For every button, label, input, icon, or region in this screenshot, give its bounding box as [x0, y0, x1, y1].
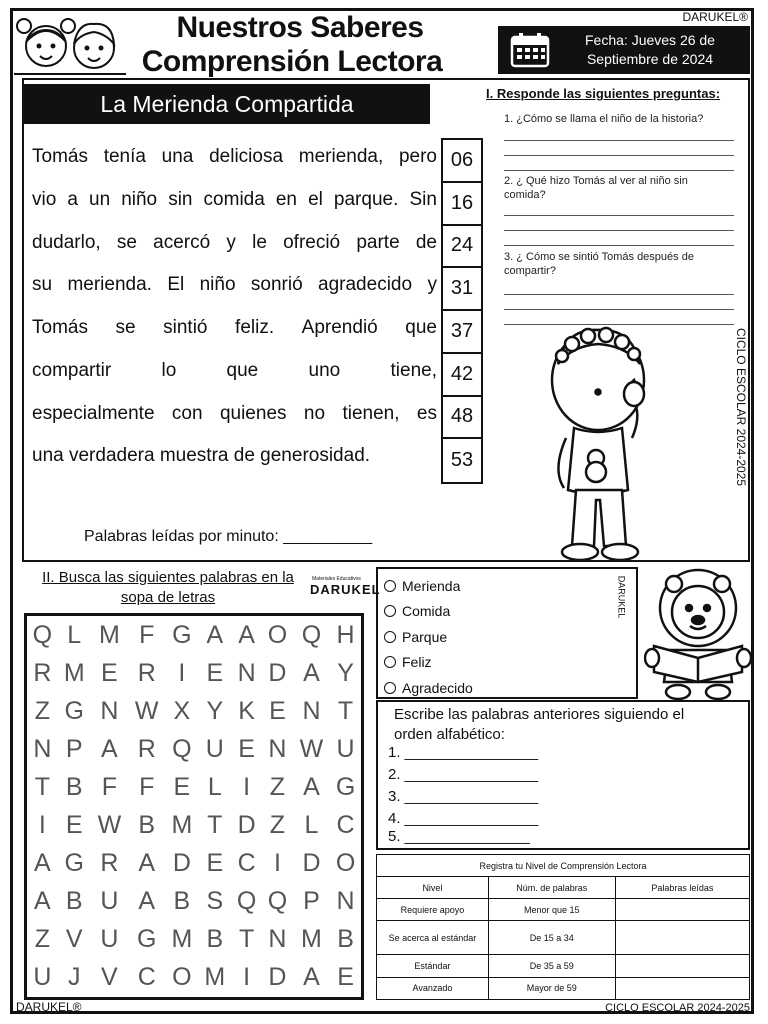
story-word: deliciosa — [209, 146, 284, 167]
side-brand-label: DARUKEL — [616, 575, 627, 619]
story-word: en — [275, 188, 297, 210]
grid-letter[interactable]: C — [237, 849, 256, 878]
story-word: comida — [203, 188, 265, 210]
grid-letter[interactable]: A — [138, 849, 156, 878]
story-word: quienes — [219, 402, 287, 424]
story-word: es — [416, 402, 437, 424]
story-word: agradecido — [318, 274, 413, 296]
story-word: pero — [398, 146, 437, 167]
table-header: Nivel — [377, 877, 489, 899]
story-word: ofreció — [283, 231, 341, 253]
table-title: Registra tu Nivel de Comprensión Lectora — [377, 855, 750, 877]
word-count: 37 — [443, 311, 481, 354]
grid-letter[interactable]: O — [267, 620, 288, 649]
story-line — [32, 273, 437, 297]
grid-row — [27, 845, 361, 883]
grid-letter[interactable]: L — [304, 811, 319, 840]
story-word: su — [32, 274, 53, 296]
answer-line[interactable] — [504, 170, 734, 171]
alphabetical-answer-2[interactable]: 2. ________________ — [388, 766, 539, 783]
grid-letter[interactable]: A — [238, 620, 255, 649]
grid-letter[interactable]: U — [100, 925, 119, 954]
story-word: se — [115, 317, 136, 338]
grid-letter[interactable]: G — [172, 620, 192, 649]
story-word: acercó — [153, 231, 211, 253]
side-cycle-label: CICLO ESCOLAR 2024-2025 — [734, 327, 748, 487]
story-word: verdadera — [68, 445, 160, 467]
grid-letter[interactable]: U — [33, 963, 52, 992]
grid-letter[interactable]: E — [101, 658, 118, 687]
grid-letter[interactable]: Q — [32, 620, 53, 649]
story-word: a — [67, 188, 78, 210]
alphabetical-title: Escribe las palabras anteriores siguiendo el orden alfabético: — [394, 706, 685, 743]
question-3: 3. ¿ Cómo se sintió Tomás después de compartir? — [504, 251, 694, 277]
grid-letter[interactable]: B — [65, 772, 83, 801]
grid-letter[interactable]: R — [100, 849, 119, 878]
grid-row — [27, 768, 361, 806]
grid-letter[interactable]: A — [34, 887, 51, 916]
wordsearch-title: II. Busca las siguientes palabras en la sopa de letras — [42, 569, 294, 606]
grid-letter[interactable]: Q — [172, 734, 192, 763]
grid-letter[interactable]: Z — [34, 696, 51, 725]
grid-letter[interactable]: O — [172, 963, 192, 992]
story-word: merienda. — [67, 274, 152, 296]
grid-letter[interactable]: R — [33, 658, 52, 687]
grid-letter[interactable]: M — [204, 963, 226, 992]
grid-letter[interactable]: R — [137, 658, 156, 687]
grid-letter[interactable]: R — [137, 734, 156, 763]
grid-letter[interactable]: N — [33, 734, 52, 763]
checkbox-circle-icon[interactable] — [384, 580, 396, 592]
grid-letter[interactable]: D — [268, 963, 287, 992]
story-word: niño — [121, 188, 158, 210]
word-count-column — [441, 138, 483, 484]
story-word: compartir — [32, 359, 112, 381]
grid-letter[interactable]: W — [134, 696, 159, 725]
story-word: lo — [161, 359, 177, 381]
grid-letter[interactable]: N — [336, 887, 355, 916]
story-word: y — [427, 274, 437, 296]
alphabetical-answer-4[interactable]: 4. ________________ — [388, 810, 539, 827]
list-item[interactable]: Agradecido — [378, 675, 636, 701]
question-2: 2. ¿ Qué hizo Tomás al ver al niño sin comida? — [504, 175, 688, 201]
grid-letter[interactable]: B — [138, 811, 156, 840]
grid-letter[interactable]: D — [237, 811, 256, 840]
grid-letter[interactable]: Y — [337, 658, 354, 687]
word-list — [376, 567, 638, 699]
words-read-cell[interactable] — [615, 977, 749, 999]
alphabetical-answer-3[interactable]: 3. ________________ — [388, 788, 539, 805]
story-word: no — [303, 402, 326, 424]
table-header: Palabras leídas — [615, 877, 749, 899]
grid-letter[interactable]: D — [172, 849, 191, 878]
date-box — [498, 26, 750, 74]
grid-letter[interactable]: T — [337, 696, 354, 725]
grid-row — [27, 883, 361, 921]
grid-letter[interactable]: D — [268, 658, 287, 687]
grid-letter[interactable]: E — [65, 811, 83, 840]
grid-letter[interactable]: A — [303, 658, 320, 687]
words-per-minute-label: Palabras leídas por minuto: __________ — [84, 528, 373, 545]
calendar-icon — [510, 32, 550, 68]
word-count: 48 — [443, 397, 481, 440]
grid-letter[interactable]: Q — [236, 887, 257, 916]
grid-letter[interactable]: D — [302, 849, 321, 878]
story-word: un — [89, 188, 111, 210]
words-read-cell[interactable] — [615, 921, 749, 955]
grid-letter[interactable]: A — [101, 734, 118, 763]
story-word: que — [226, 359, 259, 381]
grid-letter[interactable]: K — [238, 696, 255, 725]
grid-letter[interactable]: N — [237, 658, 256, 687]
word-count: 24 — [443, 226, 481, 269]
grid-letter[interactable]: Q — [301, 620, 322, 649]
wordsearch-grid — [24, 613, 364, 1000]
date-line2: Septiembre de 2024 — [586, 51, 714, 67]
grid-letter[interactable]: I — [243, 772, 251, 801]
table-row: Requiere apoyo Menor que 15 — [377, 899, 750, 921]
grid-row — [27, 921, 361, 959]
lion-reading-illustration — [644, 564, 752, 702]
story-word: sintió — [163, 317, 208, 338]
checkbox-circle-icon[interactable] — [384, 656, 396, 668]
grid-letter[interactable]: G — [64, 849, 84, 878]
grid-letter[interactable]: W — [97, 811, 122, 840]
story-word: dudarlo, — [32, 231, 101, 253]
grid-letter[interactable]: L — [207, 772, 222, 801]
grid-letter[interactable]: E — [173, 772, 191, 801]
question-1: 1. ¿Cómo se llama el niño de la historia? — [504, 113, 704, 125]
table-row: Estándar De 35 a 59 — [377, 955, 750, 977]
answer-line[interactable] — [504, 294, 734, 295]
word-count: 31 — [443, 268, 481, 311]
questions-heading: I. Responde las siguientes preguntas: — [486, 86, 721, 101]
story-word: sonrió — [250, 274, 303, 296]
grid-letter[interactable]: Y — [206, 696, 224, 725]
list-item[interactable]: Merienda — [378, 573, 636, 599]
story-line — [32, 145, 437, 169]
checkbox-circle-icon[interactable] — [384, 682, 396, 694]
grid-letter[interactable]: E — [206, 658, 224, 687]
page-title-line1: Nuestros Saberes — [176, 11, 424, 44]
grid-letter[interactable]: E — [238, 734, 255, 763]
grid-letter[interactable]: F — [139, 620, 155, 649]
word-count: 06 — [443, 140, 481, 183]
grid-letter[interactable]: M — [171, 811, 193, 840]
word-count: 16 — [443, 183, 481, 226]
grid-letter[interactable]: V — [101, 963, 118, 992]
table-row: Se acerca al estándar De 15 a 34 — [377, 921, 750, 955]
alphabetical-answer-1[interactable]: 1. ________________ — [388, 744, 539, 761]
story-word: Aprendió — [301, 317, 378, 338]
grid-letter[interactable]: E — [206, 849, 224, 878]
date-line1: Fecha: Jueves 26 de — [585, 32, 715, 48]
story-word: una — [161, 146, 194, 167]
grid-letter[interactable]: B — [173, 887, 191, 916]
footer-cycle: CICLO ESCOLAR 2024-2025 — [605, 1002, 750, 1014]
grid-letter[interactable]: G — [64, 696, 84, 725]
story-word: se — [116, 231, 137, 253]
grid-letter[interactable]: M — [63, 658, 85, 687]
story-word: El — [167, 274, 185, 296]
grid-letter[interactable]: A — [303, 963, 320, 992]
grid-letter[interactable]: Z — [34, 925, 51, 954]
story-line — [32, 359, 437, 383]
story-word: de — [233, 445, 261, 467]
grid-letter[interactable]: G — [136, 925, 157, 954]
grid-letter[interactable]: C — [336, 811, 355, 840]
child-illustration — [536, 320, 658, 566]
kids-illustration — [14, 12, 126, 78]
grid-letter[interactable]: B — [206, 925, 224, 954]
reading-title: La Merienda Compartida — [24, 84, 430, 124]
story-word: tienen, — [342, 402, 400, 424]
story-word: Sin — [409, 188, 437, 210]
story-word: que — [405, 317, 437, 338]
grid-letter[interactable]: G — [335, 772, 356, 801]
story-word: merienda, — [298, 146, 384, 167]
story-word: Tomás — [32, 317, 88, 338]
page-title-line2: Comprensión Lectora — [141, 45, 443, 78]
grid-letter[interactable]: O — [335, 849, 356, 878]
alphabetical-answer-5[interactable]: 5. _______________ — [388, 828, 530, 845]
grid-letter[interactable]: M — [171, 925, 193, 954]
story-word: Tomás — [32, 146, 88, 167]
grid-letter[interactable]: I — [243, 963, 251, 992]
checkbox-circle-icon[interactable] — [384, 631, 396, 643]
word-count: 42 — [443, 354, 481, 397]
story-word: muestra — [159, 445, 234, 467]
brand-label: DARUKEL® — [682, 10, 748, 24]
grid-letter[interactable]: X — [173, 696, 191, 725]
story-line — [32, 188, 437, 212]
answer-line[interactable] — [504, 215, 734, 216]
words-read-cell[interactable] — [615, 955, 749, 977]
grid-letter[interactable]: A — [303, 772, 320, 801]
grid-letter[interactable]: H — [336, 620, 355, 649]
grid-letter[interactable]: T — [239, 925, 255, 954]
story-word: especialmente — [32, 402, 155, 424]
grid-letter[interactable]: N — [100, 696, 119, 725]
checkbox-circle-icon[interactable] — [384, 605, 396, 617]
grid-row — [27, 616, 361, 654]
grid-letter[interactable]: A — [34, 849, 51, 878]
grid-letter[interactable]: A — [138, 887, 156, 916]
story-word: parque. — [333, 188, 399, 210]
word-count: 53 — [450, 449, 474, 472]
grid-letter[interactable]: Q — [267, 887, 288, 916]
story-word: sin — [168, 188, 193, 210]
list-item[interactable]: Comida — [378, 599, 636, 625]
answer-line[interactable] — [504, 245, 734, 246]
story-word: una — [32, 445, 69, 467]
grid-letter[interactable]: N — [268, 925, 287, 954]
grid-letter[interactable]: P — [303, 887, 320, 916]
story-word: vio — [32, 188, 57, 210]
story-word: tiene, — [390, 359, 437, 381]
grid-letter[interactable]: F — [101, 772, 118, 801]
grid-letter[interactable]: P — [65, 734, 83, 763]
table-header: Núm. de palabras — [488, 877, 615, 899]
grid-letter[interactable]: N — [268, 734, 287, 763]
grid-letter[interactable]: E — [269, 696, 286, 725]
grid-letter[interactable]: Z — [269, 772, 286, 801]
grid-letter[interactable]: M — [301, 925, 322, 954]
grid-letter[interactable]: J — [67, 963, 81, 992]
grid-letter[interactable]: F — [139, 772, 155, 801]
grid-letter[interactable]: Z — [269, 811, 286, 840]
grid-row — [27, 730, 361, 768]
grid-letter[interactable]: M — [98, 620, 120, 649]
story-word: le — [252, 231, 267, 253]
grid-letter[interactable]: L — [67, 620, 82, 649]
story-word: el — [308, 188, 323, 210]
grid-letter[interactable]: S — [206, 887, 224, 916]
answer-line[interactable] — [504, 309, 734, 310]
story-word: parte — [356, 231, 400, 253]
story-word: tenía — [103, 146, 146, 167]
story-line — [32, 316, 437, 340]
grid-letter[interactable]: U — [336, 734, 355, 763]
grid-letter[interactable]: V — [65, 925, 83, 954]
story-line — [32, 444, 437, 468]
story-word: de — [415, 231, 437, 253]
grid-row — [27, 692, 361, 730]
list-item[interactable]: Feliz — [378, 650, 636, 676]
answer-line[interactable] — [504, 155, 734, 156]
grid-letter[interactable]: U — [205, 734, 224, 763]
story-word: feliz. — [235, 317, 275, 338]
story-word: niño — [199, 274, 236, 296]
table-row: Avanzado Mayor de 59 — [377, 977, 750, 999]
grid-letter[interactable]: W — [299, 734, 324, 763]
story-word: con — [171, 402, 203, 424]
grid-letter[interactable]: N — [302, 696, 321, 725]
answer-line[interactable] — [504, 230, 734, 231]
darukel-logo: Materiales Educativos DARUKEL — [310, 576, 381, 597]
list-item[interactable]: Parque — [378, 624, 636, 650]
grid-letter[interactable]: C — [137, 963, 156, 992]
grid-letter[interactable]: A — [206, 620, 224, 649]
answer-line[interactable] — [504, 140, 734, 141]
comprehension-level-table — [376, 854, 750, 1000]
grid-letter[interactable]: E — [337, 963, 354, 992]
footer-brand: DARUKEL® — [16, 1000, 82, 1014]
grid-letter[interactable]: T — [207, 811, 223, 840]
grid-letter[interactable]: I — [38, 811, 46, 840]
story-line — [32, 402, 437, 426]
story-word: generosidad. — [260, 445, 371, 467]
grid-letter[interactable]: I — [273, 849, 281, 878]
grid-letter[interactable]: T — [34, 772, 51, 801]
grid-letter[interactable]: U — [100, 887, 119, 916]
grid-letter[interactable]: B — [337, 925, 354, 954]
story-word: y — [226, 231, 236, 253]
grid-letter[interactable]: I — [178, 658, 186, 687]
grid-row — [27, 806, 361, 844]
grid-row — [27, 654, 361, 692]
words-read-cell[interactable] — [615, 899, 749, 921]
story-line — [32, 231, 437, 255]
grid-row — [27, 959, 361, 997]
grid-letter[interactable]: B — [65, 887, 83, 916]
story-word: uno — [308, 359, 341, 381]
